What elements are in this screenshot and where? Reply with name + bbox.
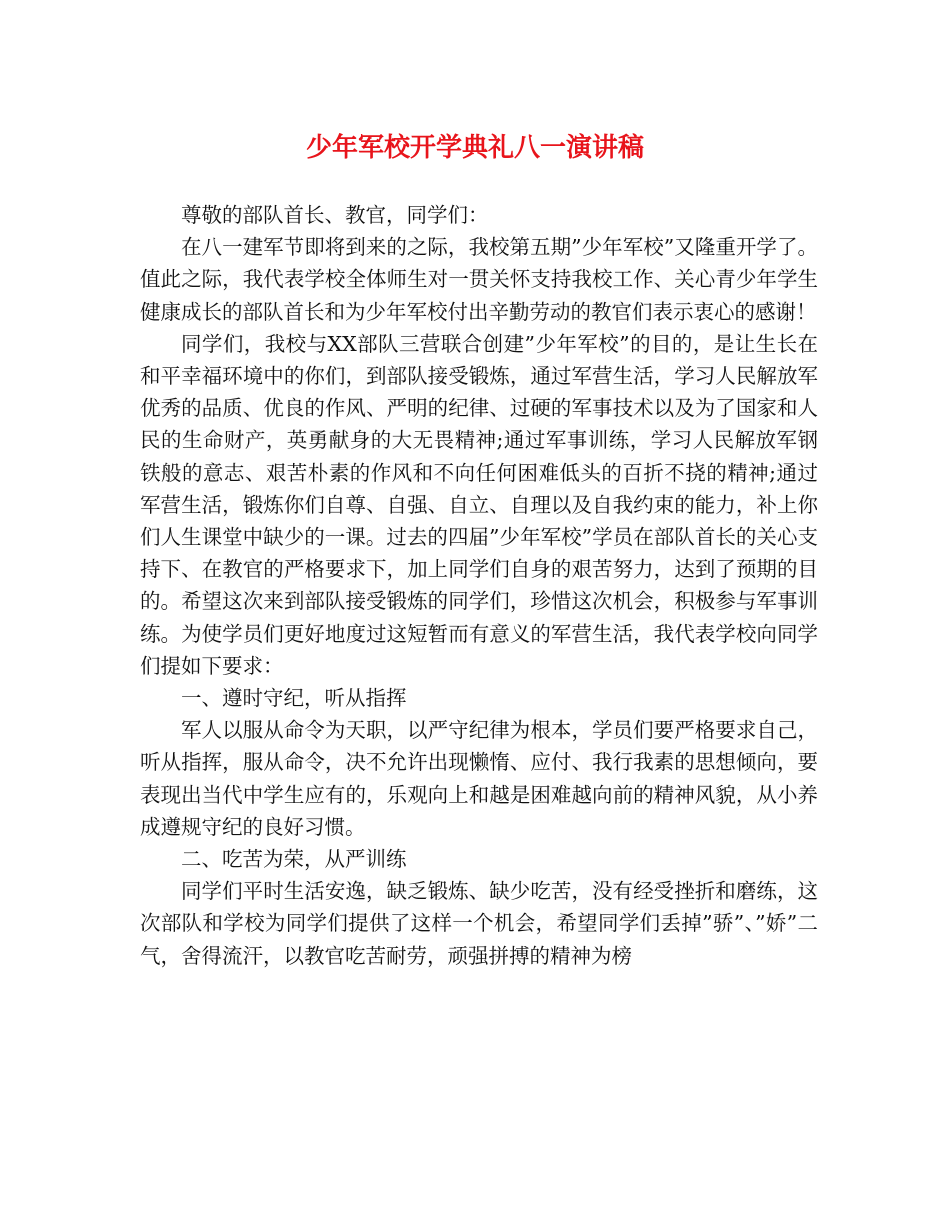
body-paragraph: 军人以服从命令为天职，以严守纪律为根本，学员们要严格要求自己，听从指挥，服从命令，决不允许出现懒惰、应付、我行我素的思想倾向，要表现出当代中学生应有的，乐观向上和越是困难越向前的精神风貌，从小养成遵规守纪的良好习惯。 [140, 718, 818, 839]
section-heading: 一、遵时守纪，听从指挥 [181, 686, 407, 711]
body-paragraph: 在八一建军节即将到来的之际，我校第五期”少年军校”又隆重开学了。值此之际，我代表学校全体师生对一贯关怀支持我校工作、关心青少年学生健康成长的部队首长和为少年军校付出辛勤劳动的教官们表示衷心的感谢！ [140, 235, 818, 324]
document-title: 少年军校开学典礼八一演讲稿 [305, 133, 644, 163]
body-paragraph: 同学们，我校与XX部队三营联合创建”少年军校”的目的，是让生长在和平幸福环境中的你们，到部队接受锻炼，通过军营生活，学习人民解放军优秀的品质、优良的作风、严明的纪律、过硬的军事技术以及为了国家和人民的生命财产，英勇献身的大无畏精神;通过军事训练，学习人民解放军钢铁般的意志、艰苦朴素的作风和不向任何困难低头的百折不挠的精神;通过军营生活，锻炼你们自尊、自强、自立、自理以及自我约束的能力，补上你们人生课堂中缺少的一课。过去的四届”少年军校”学员在部队首长的关心支持下、在教官的严格要求下，加上同学们自身的艰苦努力，达到了预期的目的。希望这次来到部队接受锻炼的同学们，珍惜这次机会，积极参与军事训练。为使学员们更好地度过这短暂而有意义的军营生活，我代表学校向同学们提如下要求： [140, 331, 818, 678]
document-body [140, 199, 818, 972]
section-heading: 二、吃苦为荣，从严训练 [181, 847, 407, 872]
body-paragraph: 同学们平时生活安逸，缺乏锻炼、缺少吃苦，没有经受挫折和磨练，这次部队和学校为同学们提供了这样一个机会，希望同学们丢掉”骄”、”娇”二气，舍得流汗，以教官吃苦耐劳，顽强拼搏的精神为榜 [140, 879, 818, 968]
greeting-paragraph: 尊敬的部队首长、教官，同学们： [181, 203, 489, 227]
